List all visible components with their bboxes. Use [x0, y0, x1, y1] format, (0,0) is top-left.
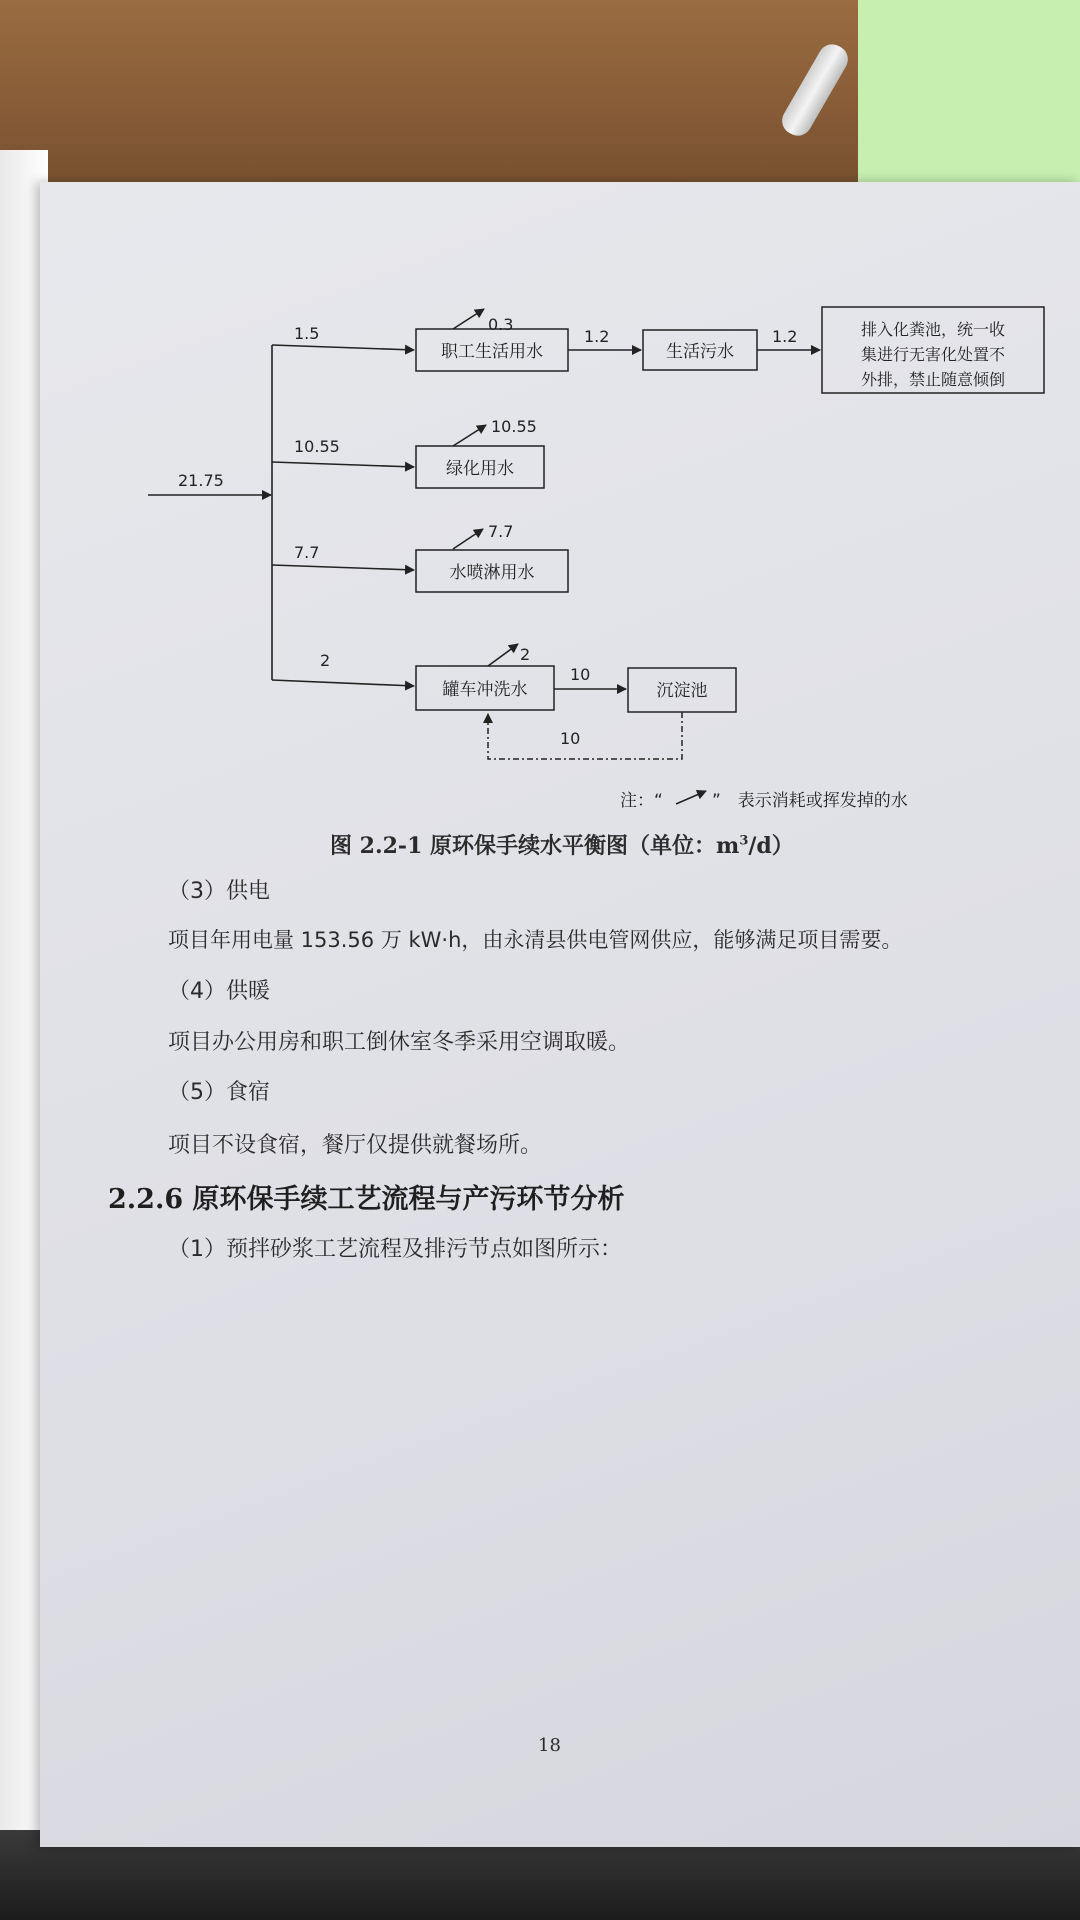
- branch-green-line: [272, 462, 414, 467]
- return-flow-label: 10: [560, 729, 581, 748]
- legend-note-prefix: 注：“: [620, 791, 663, 811]
- box-tanker-wash-label: 罐车冲洗水: [442, 680, 528, 700]
- inflow-label: 21.75: [178, 471, 224, 490]
- box-staff-water-label: 职工生活用水: [441, 342, 543, 362]
- destination-line-1: 排入化粪池，统一收: [860, 320, 1006, 339]
- caption-prefix: 图 2.2-1 原环保手续水平衡图（单位：m: [330, 833, 740, 859]
- branch-wash-flow: 2: [320, 651, 331, 670]
- return-flow-line: [488, 712, 682, 759]
- heating-heading: （4）供暖: [168, 979, 270, 1004]
- document-page: [40, 182, 1080, 1847]
- destination-line-2: 集进行无害化处置不: [860, 345, 1006, 364]
- box-spray-label: 水喷淋用水: [449, 563, 535, 583]
- loss-arrow-staff: [453, 309, 484, 329]
- water-balance-diagram: [40, 182, 1080, 832]
- box-sediment-tank-label: 沉淀池: [656, 681, 708, 701]
- section-heading: 2.2.6 原环保手续工艺流程与产污环节分析: [108, 1184, 625, 1215]
- green-paper: [858, 0, 1080, 190]
- legend-arrow-icon: [676, 791, 706, 804]
- branch-spray-flow: 7.7: [294, 543, 320, 562]
- page-number: 18: [538, 1735, 561, 1756]
- loss-arrow-wash: [488, 644, 518, 666]
- legend-note-suffix: ” 表示消耗或挥发掉的水: [712, 791, 908, 811]
- loss-spray-label: 7.7: [488, 522, 514, 541]
- branch-spray-line: [272, 565, 414, 570]
- loss-arrow-green: [453, 425, 486, 446]
- process-text: （1）预拌砂浆工艺流程及排污节点如图所示：: [168, 1237, 622, 1262]
- caption-superscript: 3: [739, 833, 749, 849]
- branch-wash-line: [272, 680, 414, 686]
- loss-staff-label: 0.3: [488, 315, 514, 334]
- box-sewage-label: 生活污水: [666, 342, 734, 362]
- lodging-heading: （5）食宿: [168, 1080, 270, 1105]
- sediment-inflow-label: 10: [570, 665, 591, 684]
- lodging-text: 项目不设食宿，餐厅仅提供就餐场所。: [168, 1133, 543, 1158]
- sewage-outflow-label: 1.2: [772, 327, 798, 346]
- figure-caption: [330, 829, 794, 860]
- loss-wash-label: 2: [520, 645, 531, 664]
- power-heading: （3）供电: [168, 879, 270, 904]
- caption-suffix: /d）: [748, 833, 794, 859]
- sewage-inflow-label: 1.2: [584, 327, 610, 346]
- box-greening-label: 绿化用水: [446, 459, 514, 479]
- loss-green-label: 10.55: [491, 417, 537, 436]
- destination-line-3: 外排，禁止随意倾倒: [860, 370, 1006, 389]
- heating-text: 项目办公用房和职工倒休室冬季采用空调取暖。: [168, 1030, 631, 1055]
- branch-green-flow: 10.55: [294, 437, 340, 456]
- power-text: 项目年用电量 153.56 万 kW·h，由永清县供电管网供应，能够满足项目需要。: [168, 928, 903, 952]
- loss-arrow-spray: [453, 529, 483, 549]
- branch-staff-flow: 1.5: [294, 324, 320, 343]
- branch-staff-line: [272, 345, 414, 350]
